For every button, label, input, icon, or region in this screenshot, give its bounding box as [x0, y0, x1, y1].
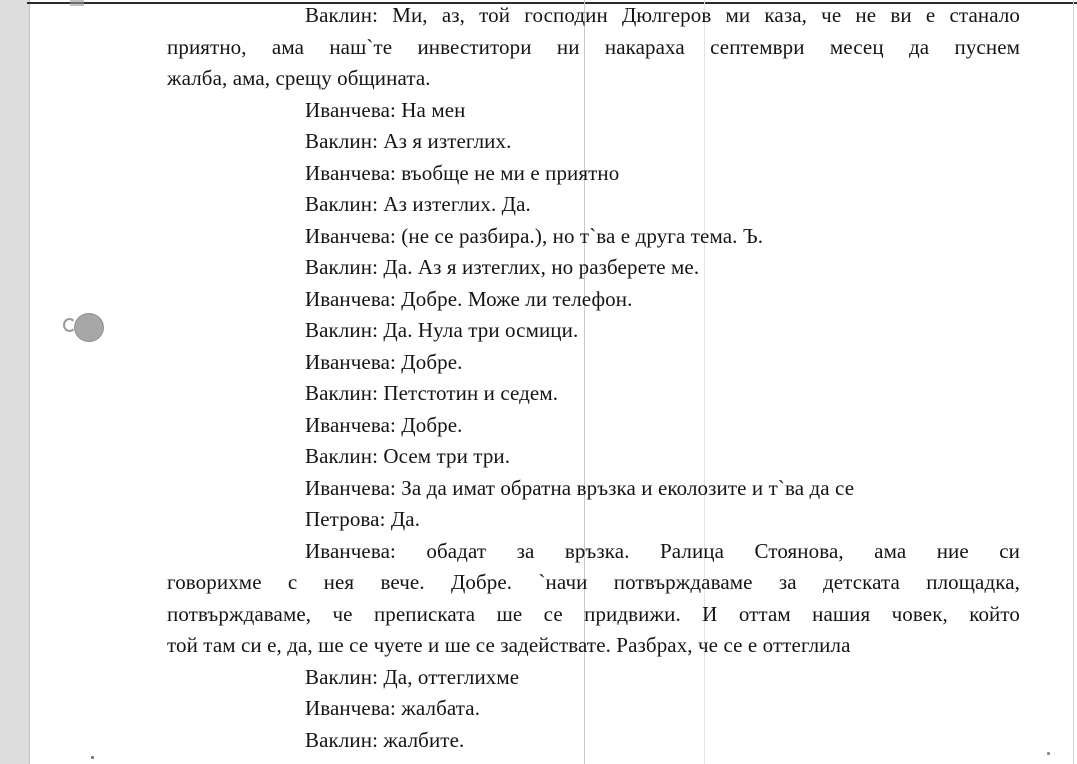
transcript-line: жалба, ама, срещу общината. [167, 66, 431, 90]
transcript-line: Иванчева: въобще не ми е приятно [305, 160, 620, 185]
scan-artifact-notch [70, 0, 84, 6]
transcript-line: Иванчева: обадат за връзка. Ралица Стоянова, ама ние си [305, 538, 1020, 563]
transcript-line: Ваклин: Осем три три. [305, 444, 511, 468]
transcript-line: Иванчева: Добре. Може ли телефон. [305, 286, 633, 311]
transcript-line: Иванчева: жалбата. [305, 696, 481, 720]
transcript-line: Ваклин: Да. Аз я изтеглих, но разберете ме. [305, 255, 700, 279]
page-right-edge-line [1073, 0, 1074, 764]
transcript-line: Ваклин: Да, оттеглихме [305, 664, 520, 689]
transcript-line: Ваклин: жалбите. [305, 727, 465, 752]
transcript-line: Иванчева: На мен [305, 97, 466, 122]
transcript-line: Иванчева: Добре. [305, 349, 463, 374]
speck-bottom-left [91, 756, 94, 759]
transcript-line: приятно, ама наш`те инвеститори ни накараха септември месец да пуснем [167, 34, 1020, 59]
scanner-edge-strip [0, 0, 30, 764]
document-page [167, 0, 1020, 764]
transcript-line: Ваклин: Да. Нула три осмици. [305, 318, 579, 342]
transcript-line: говорихме с нея вече. Добре. `начи потвърждаваме за детската площадка, [167, 570, 1020, 594]
transcript-line: Иванчева: За да имат обратна връзка и еколозите и т`ва да се [305, 475, 855, 500]
transcript-line: Ваклин: Аз я изтеглих. [305, 129, 512, 153]
transcript-line: Иванчева: Добре. [305, 412, 463, 437]
transcript-line: той там си е, да, ше се чуете и ше се задействате. Разбрах, че се е оттеглила [167, 633, 851, 657]
punch-hole-hook-mark [63, 318, 76, 332]
speck-bottom-right [1047, 752, 1050, 755]
punch-hole-mark [74, 313, 104, 342]
transcript-line: потвърждаваме, че преписката ше се придвижи. И оттам нашия човек, който [167, 601, 1020, 626]
transcript-line: Ваклин: Аз изтеглих. Да. [305, 192, 531, 216]
transcript-line: Ваклин: Петстотин и седем. [305, 381, 559, 405]
transcript-line: Иванчева: (не се разбира.), но т`ва е друга тема. Ъ. [305, 223, 764, 248]
transcript-line: Петрова: Да. [305, 507, 421, 531]
transcript-line: Ваклин: Ми, аз, той господин Дюлгеров ми каза, че не ви е станало [305, 3, 1020, 27]
